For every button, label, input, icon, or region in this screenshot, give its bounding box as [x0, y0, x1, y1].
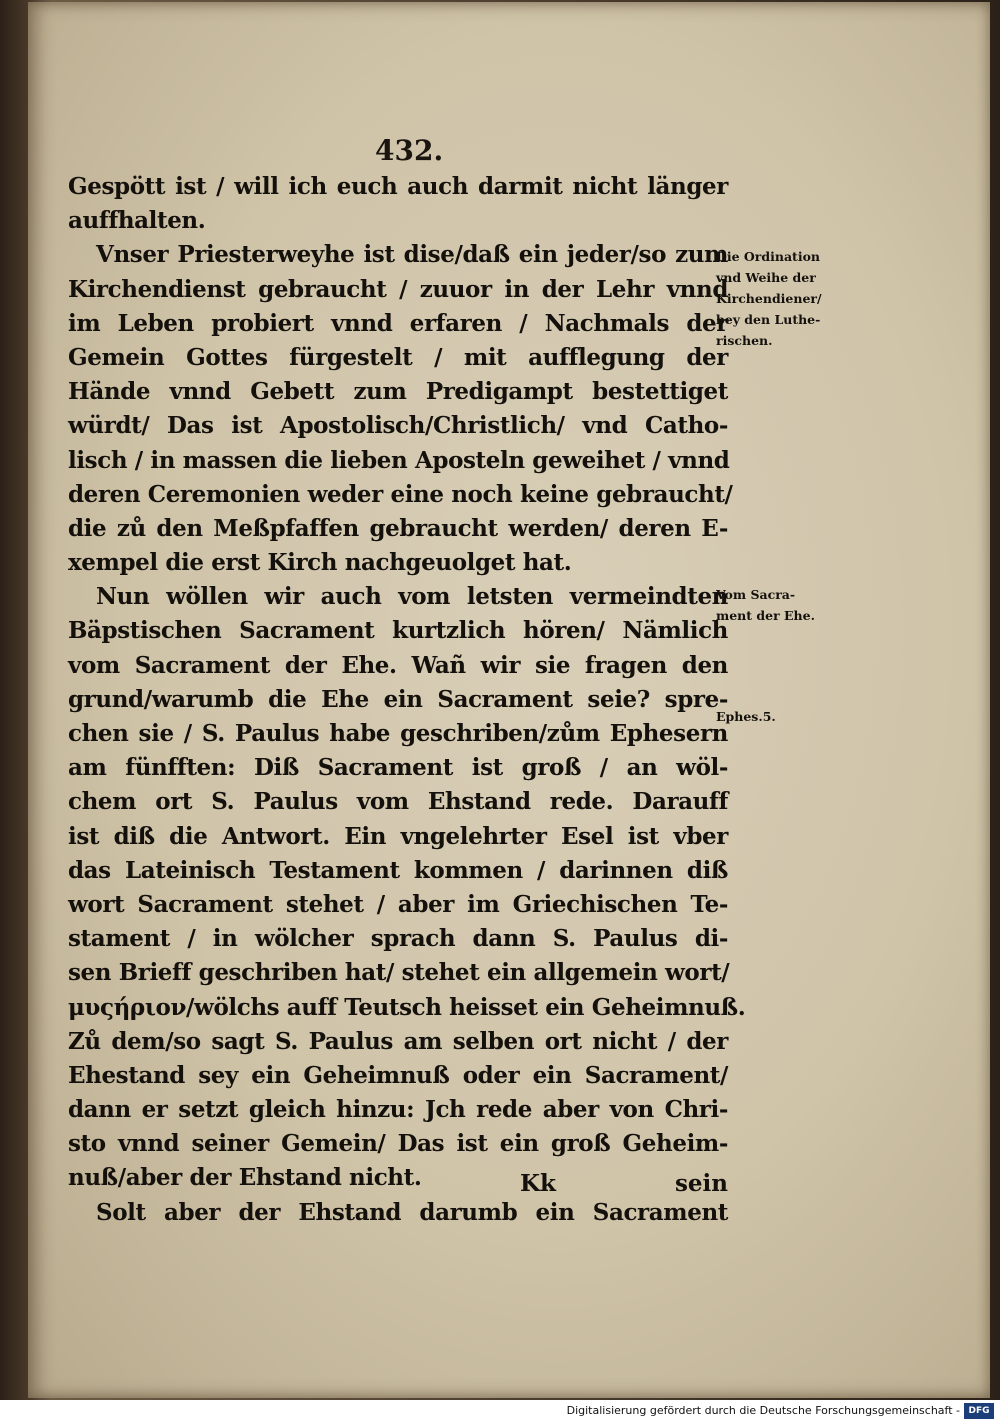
page-footer-line [68, 1170, 728, 1206]
margin-note-line: ment der Ehe. [716, 608, 815, 623]
text-line: im Leben probiert vnnd erfaren / Nachmals der [68, 309, 728, 337]
margin-note-ordination [716, 246, 891, 351]
text-line: sto vnnd seiner Gemein/ Das ist ein groß Geheim- [68, 1130, 728, 1158]
footer-credit: Digitalisierung gefördert durch die Deutsche Forschungsgemeinschaft - [566, 1404, 960, 1417]
text-line: auffhalten. [68, 207, 206, 235]
catchword: sein [674, 1170, 728, 1197]
text-line: grund/warumb die Ehe ein Sacrament seie? spre- [68, 685, 728, 713]
text-line: nuß/aber der Ehstand nicht. [68, 1164, 422, 1192]
margin-note-line: vnd Weihe der [716, 270, 816, 285]
margin-note-line: Kirchendiener/ [716, 291, 822, 306]
text-line: Ehestand sey ein Geheimnuß oder ein Sacrament/ [68, 1061, 728, 1089]
text-line: Bäpstischen Sacrament kurtzlich hören/ Nämlich [68, 617, 728, 645]
margin-note-line: Ephes.5. [716, 709, 776, 724]
text-line: xempel die erst Kirch nachgeuolget hat. [68, 549, 572, 577]
margin-note-line: rischen. [716, 333, 773, 348]
text-line: stament / in wölcher sprach dann S. Paulus di- [68, 925, 728, 953]
dfg-logo: DFG [964, 1403, 994, 1419]
page-number: 432. [375, 134, 444, 167]
text-line: Hände vnnd Gebett zum Predigampt bestettiget [68, 378, 728, 406]
text-line: Solt aber der Ehstand darumb ein Sacrament [96, 1198, 728, 1226]
text-line: chem ort S. Paulus vom Ehstand rede. Darauff [68, 788, 728, 816]
text-line: sen Brieff geschriben hat/ stehet ein allgemein wort/ [68, 959, 730, 987]
text-line: Nun wöllen wir auch vom letsten vermeindten [96, 583, 728, 611]
text-line: Gespött ist / will ich euch auch darmit nicht länger [68, 173, 728, 200]
footer-bar [0, 1400, 1000, 1423]
text-line: Kirchendienst gebraucht / zuuor in der Lehr vnnd [68, 275, 728, 303]
signature-mark: Kk [520, 1170, 556, 1197]
text-line: lisch / in massen die lieben Aposteln geweihet / vnnd [68, 446, 730, 474]
text-line: deren Ceremonien weder eine noch keine gebraucht/ [68, 480, 733, 508]
text-line: die zů den Meßpfaffen gebraucht werden/ deren E- [68, 514, 728, 542]
margin-note-sacrament-ehe [716, 584, 891, 626]
book-page [28, 2, 990, 1398]
text-line: wort Sacrament stehet / aber im Griechischen Te- [68, 890, 728, 918]
margin-note-line: Die Ordination [716, 249, 820, 264]
text-line: vom Sacrament der Ehe. Wañ wir sie fragen den [68, 651, 728, 679]
text-line: ist diß die Antwort. Ein vngelehrter Esel ist vber [68, 822, 728, 850]
text-line: dann er setzt gleich hinzu: Jch rede aber von Chri- [68, 1096, 728, 1124]
text-line: Vnser Priesterweyhe ist dise/daß ein jeder/so zum [96, 241, 728, 269]
text-line: das Lateinisch Testament kommen / darinnen diß [68, 856, 728, 884]
text-line: würdt/ Das ist Apostolisch/Christlich/ vnd Catho- [68, 412, 728, 440]
margin-note-line: bey den Luthe- [716, 312, 821, 327]
margin-note-line: Vom Sacra- [716, 587, 796, 602]
text-line: chen sie / S. Paulus habe geschriben/zům Ephesern [68, 720, 728, 747]
text-line: Zů dem/so sagt S. Paulus am selben ort nicht / der [68, 1027, 728, 1055]
text-line: am fünfften: Diß Sacrament ist groß / an wöl- [68, 754, 728, 782]
text-line: Gemein Gottes fürgestelt / mit aufflegung der [68, 343, 728, 371]
text-line: μυςήριον/wölchs auff Teutsch heisset ein Geheimnuß. [68, 993, 746, 1021]
margin-note-ephes [716, 706, 891, 727]
